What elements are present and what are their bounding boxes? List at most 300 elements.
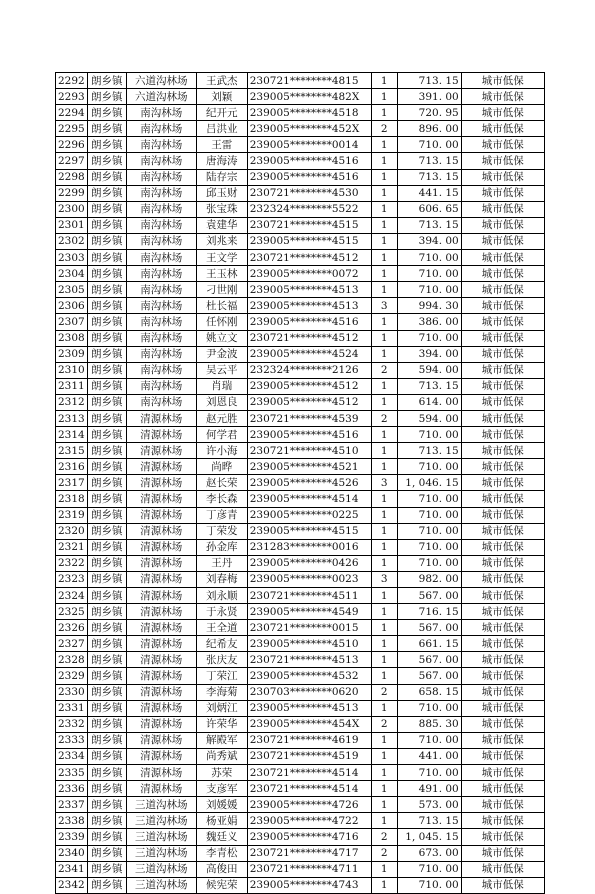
forest-farm-cell: 三道沟林场: [126, 861, 196, 877]
forest-farm-cell: 南沟林场: [126, 394, 196, 410]
table-row: [56, 588, 545, 604]
assistance-type-cell: 城市低保: [461, 185, 544, 201]
forest-farm-cell: 南沟林场: [126, 330, 196, 346]
assistance-type-cell: 城市低保: [461, 169, 544, 185]
table-row: [56, 427, 545, 443]
person-name-cell: 尹金波: [196, 346, 247, 362]
person-name-cell: 高俊田: [196, 861, 247, 877]
amount-cell: 394. 00: [397, 233, 461, 249]
row-number-cell: 2325: [56, 604, 88, 620]
row-number-cell: 2297: [56, 153, 88, 169]
forest-farm-cell: 南沟林场: [126, 217, 196, 233]
household-count-cell: 1: [371, 588, 397, 604]
amount-cell: 394. 00: [397, 346, 461, 362]
table-row: [56, 185, 545, 201]
household-count-cell: 1: [371, 604, 397, 620]
forest-farm-cell: 清源林场: [126, 427, 196, 443]
household-count-cell: 1: [371, 443, 397, 459]
forest-farm-cell: 清源林场: [126, 652, 196, 668]
assistance-type-cell: 城市低保: [461, 443, 544, 459]
amount-cell: 713. 15: [397, 443, 461, 459]
id-number-cell: 230721********4510: [247, 443, 371, 459]
person-name-cell: 刘永顺: [196, 588, 247, 604]
forest-farm-cell: 南沟林场: [126, 121, 196, 137]
row-number-cell: 2328: [56, 652, 88, 668]
id-number-cell: 230721********0015: [247, 620, 371, 636]
town-cell: 朗乡镇: [87, 877, 126, 893]
id-number-cell: 239005********4516: [247, 169, 371, 185]
table-row: [56, 153, 545, 169]
person-name-cell: 王玉林: [196, 266, 247, 282]
person-name-cell: 张宝珠: [196, 201, 247, 217]
household-count-cell: 1: [371, 330, 397, 346]
household-count-cell: 1: [371, 153, 397, 169]
household-count-cell: 1: [371, 201, 397, 217]
table-row: [56, 861, 545, 877]
person-name-cell: 王文学: [196, 250, 247, 266]
forest-farm-cell: 清源林场: [126, 700, 196, 716]
row-number-cell: 2314: [56, 427, 88, 443]
table-row: [56, 604, 545, 620]
person-name-cell: 丁荣发: [196, 523, 247, 539]
forest-farm-cell: 清源林场: [126, 684, 196, 700]
amount-cell: 710. 00: [397, 877, 461, 893]
household-count-cell: 1: [371, 877, 397, 893]
id-number-cell: 239005********4716: [247, 829, 371, 845]
town-cell: 朗乡镇: [87, 555, 126, 571]
person-name-cell: 解殿军: [196, 732, 247, 748]
id-number-cell: 239005********4516: [247, 427, 371, 443]
amount-cell: 710. 00: [397, 539, 461, 555]
amount-cell: 716. 15: [397, 604, 461, 620]
amount-cell: 567. 00: [397, 652, 461, 668]
household-count-cell: 1: [371, 748, 397, 764]
assistance-type-cell: 城市低保: [461, 636, 544, 652]
person-name-cell: 刘炳江: [196, 700, 247, 716]
person-name-cell: 许荣华: [196, 716, 247, 732]
amount-cell: 491. 00: [397, 781, 461, 797]
forest-farm-cell: 三道沟林场: [126, 877, 196, 893]
forest-farm-cell: 三道沟林场: [126, 845, 196, 861]
assistance-type-cell: 城市低保: [461, 797, 544, 813]
forest-farm-cell: 三道沟林场: [126, 797, 196, 813]
forest-farm-cell: 南沟林场: [126, 185, 196, 201]
person-name-cell: 姚立文: [196, 330, 247, 346]
table-row: [56, 732, 545, 748]
row-number-cell: 2302: [56, 233, 88, 249]
person-name-cell: 候宪荣: [196, 877, 247, 893]
row-number-cell: 2315: [56, 443, 88, 459]
forest-farm-cell: 南沟林场: [126, 153, 196, 169]
person-name-cell: 张庆友: [196, 652, 247, 668]
town-cell: 朗乡镇: [87, 684, 126, 700]
id-number-cell: 239005********4510: [247, 636, 371, 652]
table-row: [56, 346, 545, 362]
assistance-type-cell: 城市低保: [461, 459, 544, 475]
table-row: [56, 475, 545, 491]
row-number-cell: 2322: [56, 555, 88, 571]
assistance-type-cell: 城市低保: [461, 217, 544, 233]
household-count-cell: 1: [371, 555, 397, 571]
person-name-cell: 支彦军: [196, 781, 247, 797]
assistance-type-cell: 城市低保: [461, 571, 544, 587]
id-number-cell: 230721********4514: [247, 765, 371, 781]
household-count-cell: 1: [371, 169, 397, 185]
forest-farm-cell: 清源林场: [126, 507, 196, 523]
household-count-cell: 2: [371, 845, 397, 861]
id-number-cell: 232324********5522: [247, 201, 371, 217]
amount-cell: 441. 00: [397, 748, 461, 764]
forest-farm-cell: 南沟林场: [126, 137, 196, 153]
amount-cell: 594. 00: [397, 410, 461, 426]
id-number-cell: 239005********4512: [247, 378, 371, 394]
assistance-type-cell: 城市低保: [461, 652, 544, 668]
person-name-cell: 刁世刚: [196, 282, 247, 298]
town-cell: 朗乡镇: [87, 394, 126, 410]
table-row: [56, 571, 545, 587]
amount-cell: 710. 00: [397, 266, 461, 282]
forest-farm-cell: 南沟林场: [126, 266, 196, 282]
household-count-cell: 1: [371, 73, 397, 89]
assistance-type-cell: 城市低保: [461, 298, 544, 314]
town-cell: 朗乡镇: [87, 314, 126, 330]
table-row: [56, 378, 545, 394]
forest-farm-cell: 清源林场: [126, 459, 196, 475]
amount-cell: 710. 00: [397, 523, 461, 539]
household-count-cell: 1: [371, 250, 397, 266]
row-number-cell: 2319: [56, 507, 88, 523]
id-number-cell: 239005********0023: [247, 571, 371, 587]
amount-cell: 710. 00: [397, 250, 461, 266]
amount-cell: 710. 00: [397, 555, 461, 571]
id-number-cell: 239005********4512: [247, 394, 371, 410]
forest-farm-cell: 清源林场: [126, 748, 196, 764]
id-number-cell: 230721********4512: [247, 250, 371, 266]
row-number-cell: 2336: [56, 781, 88, 797]
town-cell: 朗乡镇: [87, 362, 126, 378]
assistance-type-cell: 城市低保: [461, 555, 544, 571]
assistance-type-cell: 城市低保: [461, 201, 544, 217]
id-number-cell: 239005********4515: [247, 233, 371, 249]
person-name-cell: 李长森: [196, 491, 247, 507]
table-row: [56, 443, 545, 459]
forest-farm-cell: 南沟林场: [126, 201, 196, 217]
table-row: [56, 410, 545, 426]
household-count-cell: 2: [371, 410, 397, 426]
person-name-cell: 李海菊: [196, 684, 247, 700]
person-name-cell: 吕洪业: [196, 121, 247, 137]
town-cell: 朗乡镇: [87, 571, 126, 587]
forest-farm-cell: 清源林场: [126, 781, 196, 797]
amount-cell: 896. 00: [397, 121, 461, 137]
row-number-cell: 2296: [56, 137, 88, 153]
household-count-cell: 1: [371, 378, 397, 394]
id-number-cell: 239005********4516: [247, 153, 371, 169]
row-number-cell: 2334: [56, 748, 88, 764]
town-cell: 朗乡镇: [87, 427, 126, 443]
id-number-cell: 230703********0620: [247, 684, 371, 700]
assistance-type-cell: 城市低保: [461, 73, 544, 89]
row-number-cell: 2342: [56, 877, 88, 893]
amount-cell: 710. 00: [397, 330, 461, 346]
row-number-cell: 2321: [56, 539, 88, 555]
town-cell: 朗乡镇: [87, 861, 126, 877]
amount-cell: 567. 00: [397, 668, 461, 684]
table-row: [56, 201, 545, 217]
table-row: [56, 73, 545, 89]
person-name-cell: 刘兆来: [196, 233, 247, 249]
table-row: [56, 797, 545, 813]
person-name-cell: 唐海涛: [196, 153, 247, 169]
assistance-type-cell: 城市低保: [461, 427, 544, 443]
town-cell: 朗乡镇: [87, 121, 126, 137]
town-cell: 朗乡镇: [87, 588, 126, 604]
assistance-type-cell: 城市低保: [461, 539, 544, 555]
row-number-cell: 2324: [56, 588, 88, 604]
row-number-cell: 2332: [56, 716, 88, 732]
row-number-cell: 2298: [56, 169, 88, 185]
person-name-cell: 杜长福: [196, 298, 247, 314]
amount-cell: 982. 00: [397, 571, 461, 587]
assistance-type-cell: 城市低保: [461, 105, 544, 121]
amount-cell: 1, 045. 15: [397, 829, 461, 845]
assistance-type-cell: 城市低保: [461, 748, 544, 764]
amount-cell: 713. 15: [397, 153, 461, 169]
table-row: [56, 620, 545, 636]
row-number-cell: 2306: [56, 298, 88, 314]
assistance-type-cell: 城市低保: [461, 781, 544, 797]
amount-cell: 885. 30: [397, 716, 461, 732]
household-count-cell: 1: [371, 217, 397, 233]
household-count-cell: 1: [371, 233, 397, 249]
table-row: [56, 362, 545, 378]
id-number-cell: 239005********4515: [247, 523, 371, 539]
forest-farm-cell: 清源林场: [126, 716, 196, 732]
person-name-cell: 邱玉财: [196, 185, 247, 201]
table-row: [56, 459, 545, 475]
id-number-cell: 239005********454X: [247, 716, 371, 732]
table-row: [56, 781, 545, 797]
town-cell: 朗乡镇: [87, 298, 126, 314]
person-name-cell: 刘春梅: [196, 571, 247, 587]
amount-cell: 710. 00: [397, 507, 461, 523]
amount-cell: 1, 046. 15: [397, 475, 461, 491]
row-number-cell: 2335: [56, 765, 88, 781]
town-cell: 朗乡镇: [87, 797, 126, 813]
assistance-type-cell: 城市低保: [461, 266, 544, 282]
forest-farm-cell: 清源林场: [126, 571, 196, 587]
town-cell: 朗乡镇: [87, 89, 126, 105]
household-count-cell: 1: [371, 765, 397, 781]
forest-farm-cell: 南沟林场: [126, 282, 196, 298]
town-cell: 朗乡镇: [87, 459, 126, 475]
forest-farm-cell: 南沟林场: [126, 314, 196, 330]
town-cell: 朗乡镇: [87, 845, 126, 861]
assistance-type-cell: 城市低保: [461, 523, 544, 539]
row-number-cell: 2317: [56, 475, 88, 491]
town-cell: 朗乡镇: [87, 636, 126, 652]
amount-cell: 661. 15: [397, 636, 461, 652]
forest-farm-cell: 清源林场: [126, 523, 196, 539]
person-name-cell: 王丹: [196, 555, 247, 571]
town-cell: 朗乡镇: [87, 378, 126, 394]
table-row: [56, 507, 545, 523]
household-count-cell: 1: [371, 668, 397, 684]
amount-cell: 567. 00: [397, 620, 461, 636]
person-name-cell: 苏荣: [196, 765, 247, 781]
household-count-cell: 1: [371, 314, 397, 330]
amount-cell: 573. 00: [397, 797, 461, 813]
person-name-cell: 魏廷义: [196, 829, 247, 845]
person-name-cell: 尚晔: [196, 459, 247, 475]
row-number-cell: 2312: [56, 394, 88, 410]
table-row: [56, 877, 545, 893]
id-number-cell: 230721********4515: [247, 217, 371, 233]
amount-cell: 713. 15: [397, 813, 461, 829]
forest-farm-cell: 南沟林场: [126, 169, 196, 185]
id-number-cell: 230721********4511: [247, 588, 371, 604]
table-row: [56, 330, 545, 346]
table-row: [56, 652, 545, 668]
row-number-cell: 2311: [56, 378, 88, 394]
row-number-cell: 2327: [56, 636, 88, 652]
table-row: [56, 491, 545, 507]
assistance-type-cell: 城市低保: [461, 410, 544, 426]
forest-farm-cell: 南沟林场: [126, 346, 196, 362]
id-number-cell: 230721********4619: [247, 732, 371, 748]
town-cell: 朗乡镇: [87, 732, 126, 748]
id-number-cell: 239005********4532: [247, 668, 371, 684]
table-row: [56, 668, 545, 684]
table-row: [56, 217, 545, 233]
id-number-cell: 239005********4726: [247, 797, 371, 813]
id-number-cell: 239005********4513: [247, 700, 371, 716]
amount-cell: 713. 15: [397, 169, 461, 185]
town-cell: 朗乡镇: [87, 137, 126, 153]
table-row: [56, 250, 545, 266]
amount-cell: 710. 00: [397, 700, 461, 716]
amount-cell: 441. 15: [397, 185, 461, 201]
row-number-cell: 2304: [56, 266, 88, 282]
forest-farm-cell: 清源林场: [126, 668, 196, 684]
row-number-cell: 2293: [56, 89, 88, 105]
forest-farm-cell: 南沟林场: [126, 362, 196, 378]
household-count-cell: 3: [371, 475, 397, 491]
assistance-type-cell: 城市低保: [461, 346, 544, 362]
assistance-type-cell: 城市低保: [461, 153, 544, 169]
town-cell: 朗乡镇: [87, 266, 126, 282]
id-number-cell: 230721********4717: [247, 845, 371, 861]
table-row: [56, 700, 545, 716]
table-row: [56, 266, 545, 282]
forest-farm-cell: 六道沟林场: [126, 73, 196, 89]
table-body: [56, 73, 545, 894]
person-name-cell: 任怀刚: [196, 314, 247, 330]
assistance-type-cell: 城市低保: [461, 829, 544, 845]
town-cell: 朗乡镇: [87, 700, 126, 716]
town-cell: 朗乡镇: [87, 604, 126, 620]
assistance-type-cell: 城市低保: [461, 89, 544, 105]
row-number-cell: 2339: [56, 829, 88, 845]
assistance-type-cell: 城市低保: [461, 314, 544, 330]
id-number-cell: 230721********4815: [247, 73, 371, 89]
town-cell: 朗乡镇: [87, 781, 126, 797]
town-cell: 朗乡镇: [87, 282, 126, 298]
row-number-cell: 2305: [56, 282, 88, 298]
amount-cell: 710. 00: [397, 765, 461, 781]
table-row: [56, 105, 545, 121]
household-count-cell: 1: [371, 459, 397, 475]
person-name-cell: 许小海: [196, 443, 247, 459]
id-number-cell: 239005********0072: [247, 266, 371, 282]
assistance-type-cell: 城市低保: [461, 588, 544, 604]
assistance-type-cell: 城市低保: [461, 732, 544, 748]
person-name-cell: 赵长荣: [196, 475, 247, 491]
id-number-cell: 239005********4518: [247, 105, 371, 121]
person-name-cell: 袁建华: [196, 217, 247, 233]
household-count-cell: 3: [371, 571, 397, 587]
table-row: [56, 636, 545, 652]
row-number-cell: 2307: [56, 314, 88, 330]
table-row: [56, 282, 545, 298]
assistance-type-cell: 城市低保: [461, 765, 544, 781]
amount-cell: 994. 30: [397, 298, 461, 314]
id-number-cell: 230721********4519: [247, 748, 371, 764]
assistance-type-cell: 城市低保: [461, 121, 544, 137]
assistance-type-cell: 城市低保: [461, 700, 544, 716]
person-name-cell: 孙金库: [196, 539, 247, 555]
amount-cell: 713. 15: [397, 73, 461, 89]
person-name-cell: 于永贤: [196, 604, 247, 620]
assistance-type-cell: 城市低保: [461, 507, 544, 523]
town-cell: 朗乡镇: [87, 105, 126, 121]
town-cell: 朗乡镇: [87, 813, 126, 829]
assistance-type-cell: 城市低保: [461, 137, 544, 153]
assistance-type-cell: 城市低保: [461, 475, 544, 491]
row-number-cell: 2331: [56, 700, 88, 716]
amount-cell: 673. 00: [397, 845, 461, 861]
town-cell: 朗乡镇: [87, 217, 126, 233]
row-number-cell: 2326: [56, 620, 88, 636]
row-number-cell: 2294: [56, 105, 88, 121]
person-name-cell: 尚秀斌: [196, 748, 247, 764]
forest-farm-cell: 清源林场: [126, 491, 196, 507]
household-count-cell: 3: [371, 298, 397, 314]
person-name-cell: 刘媛媛: [196, 797, 247, 813]
town-cell: 朗乡镇: [87, 652, 126, 668]
assistance-type-cell: 城市低保: [461, 813, 544, 829]
assistance-type-cell: 城市低保: [461, 668, 544, 684]
town-cell: 朗乡镇: [87, 233, 126, 249]
id-number-cell: 239005********4549: [247, 604, 371, 620]
household-count-cell: 2: [371, 716, 397, 732]
assistance-type-cell: 城市低保: [461, 845, 544, 861]
id-number-cell: 239005********4521: [247, 459, 371, 475]
assistance-type-cell: 城市低保: [461, 233, 544, 249]
id-number-cell: 239005********4513: [247, 298, 371, 314]
town-cell: 朗乡镇: [87, 169, 126, 185]
table-row: [56, 394, 545, 410]
assistance-type-cell: 城市低保: [461, 250, 544, 266]
id-number-cell: 239005********0426: [247, 555, 371, 571]
table-row: [56, 523, 545, 539]
forest-farm-cell: 清源林场: [126, 410, 196, 426]
table-row: [56, 121, 545, 137]
row-number-cell: 2333: [56, 732, 88, 748]
household-count-cell: 1: [371, 137, 397, 153]
amount-cell: 710. 00: [397, 137, 461, 153]
household-count-cell: 1: [371, 282, 397, 298]
